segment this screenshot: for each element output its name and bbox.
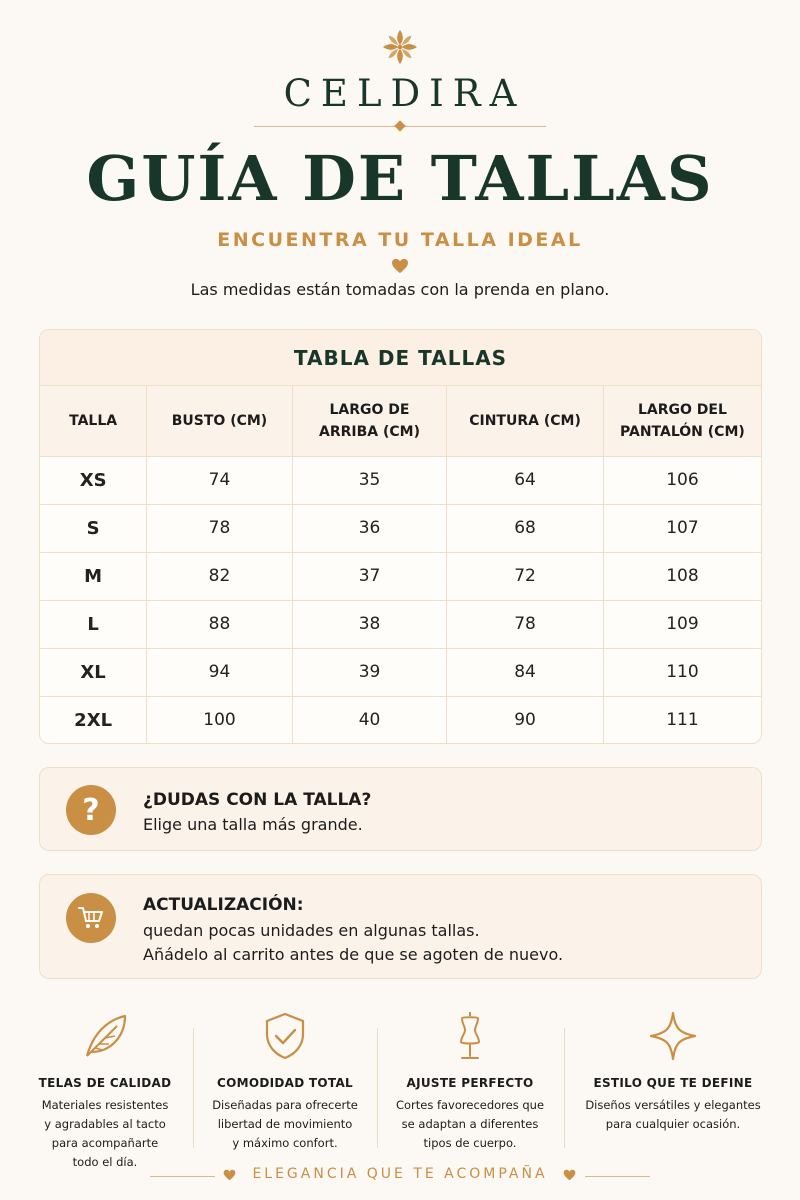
- floral-ornament-icon: [381, 28, 419, 66]
- feature-text: Materiales resistentes: [41, 1098, 169, 1112]
- update-line: Añádelo al carrito antes de que se agoten de nuevo.: [143, 945, 564, 964]
- size-cell: 2XL: [40, 696, 147, 744]
- table-cell: 90: [447, 696, 604, 744]
- dress-form-icon: [444, 1010, 496, 1062]
- column-header: LARGO DEL PANTALÓN (CM): [603, 386, 761, 456]
- heart-icon: [391, 258, 409, 274]
- feature-text: para cualquier ocasión.: [605, 1117, 741, 1131]
- column-header: CINTURA (CM): [447, 386, 604, 456]
- feature-defining-style: [578, 1010, 768, 1134]
- size-cell: XS: [40, 456, 147, 504]
- column-header: BUSTO (CM): [147, 386, 293, 456]
- question-icon: ?: [66, 785, 116, 835]
- cart-icon: [66, 893, 116, 943]
- table-cell: 88: [147, 600, 293, 648]
- feature-text: libertad de movimiento: [217, 1117, 353, 1131]
- table-row: [40, 504, 761, 552]
- column-header: TALLA: [40, 386, 147, 456]
- size-table: [40, 386, 761, 744]
- table-cell: 72: [447, 552, 604, 600]
- feature-text: tipos de cuerpo.: [423, 1136, 517, 1150]
- table-cell: 68: [447, 504, 604, 552]
- table-cell: 108: [603, 552, 761, 600]
- update-title: ACTUALIZACIÓN:: [143, 895, 304, 915]
- feature-text: Cortes favorecedores que: [395, 1098, 545, 1112]
- brand-name: CELDIRA: [283, 72, 526, 115]
- table-cell: 111: [666, 710, 699, 731]
- feature-text: para acompañarte: [51, 1136, 159, 1150]
- page-subtitle: ENCUENTRA TU TALLA IDEAL: [217, 229, 583, 251]
- table-row: [40, 552, 761, 600]
- feature-text: Diseños versátiles y elegantes: [585, 1098, 761, 1112]
- table-cell: 106: [603, 456, 761, 504]
- table-cell: 78: [447, 600, 604, 648]
- update-line: quedan pocas unidades en algunas tallas.: [143, 921, 480, 940]
- diamond-icon: [394, 120, 405, 131]
- doubts-title: ¿DUDAS CON LA TALLA?: [143, 790, 372, 810]
- feature-text: Diseñadas para ofrecerte: [212, 1098, 358, 1112]
- feature-text: se adaptan a diferentes: [401, 1117, 539, 1131]
- feature-title: TELAS DE CALIDAD: [38, 1076, 172, 1090]
- feature-divider: [193, 1028, 194, 1148]
- column-header: LARGO DE ARRIBA (CM): [292, 386, 447, 456]
- size-doubts-card: [39, 767, 762, 851]
- table-cell: 36: [292, 504, 447, 552]
- page-title: GUÍA DE TALLAS: [86, 142, 714, 215]
- table-cell: 78: [147, 504, 293, 552]
- heart-icon: [563, 1169, 576, 1181]
- table-cell: 38: [292, 600, 447, 648]
- feature-quality-fabrics: [30, 1010, 180, 1172]
- sparkle-icon: [647, 1010, 699, 1062]
- feature-title: COMODIDAD TOTAL: [216, 1076, 354, 1090]
- leaf-icon: [79, 1010, 131, 1062]
- size-cell: L: [40, 600, 147, 648]
- feature-perfect-fit: [385, 1010, 555, 1153]
- doubts-text: Elige una talla más grande.: [143, 815, 363, 834]
- shield-check-icon: [259, 1010, 311, 1062]
- table-cell: 109: [603, 600, 761, 648]
- table-row: [40, 456, 761, 504]
- measurement-note: Las medidas están tomadas con la prenda en plano.: [190, 280, 610, 299]
- table-row: [40, 600, 761, 648]
- table-cell: 74: [147, 456, 293, 504]
- feature-title: AJUSTE PERFECTO: [406, 1076, 534, 1090]
- feature-divider: [564, 1028, 565, 1148]
- table-cell: 84: [447, 648, 604, 696]
- feature-title: ESTILO QUE TE DEFINE: [593, 1076, 753, 1090]
- table-cell: 110: [603, 648, 761, 696]
- table-cell: 40: [292, 696, 447, 744]
- size-table-caption: TABLA DE TALLAS: [40, 330, 761, 386]
- size-table-card: [39, 329, 762, 744]
- feature-divider: [377, 1028, 378, 1148]
- table-cell: 39: [292, 648, 447, 696]
- feature-text: y agradables al tacto: [44, 1117, 166, 1131]
- table-cell: 82: [147, 552, 293, 600]
- feature-text: todo el día.: [72, 1155, 138, 1169]
- table-cell: 94: [147, 648, 293, 696]
- table-row: [40, 648, 761, 696]
- table-cell: 107: [603, 504, 761, 552]
- size-cell: S: [40, 504, 147, 552]
- table-cell: 64: [447, 456, 604, 504]
- table-cell: 100: [147, 696, 293, 744]
- stock-update-card: [39, 874, 762, 979]
- footer-tagline: ELEGANCIA QUE TE ACOMPAÑA: [252, 1166, 548, 1182]
- table-row: [40, 696, 761, 744]
- footer-divider: [585, 1176, 650, 1177]
- feature-text: y máximo confort.: [232, 1136, 338, 1150]
- size-cell: XL: [40, 648, 147, 696]
- table-cell: 35: [292, 456, 447, 504]
- table-cell: 37: [292, 552, 447, 600]
- table-header-row: [40, 386, 761, 456]
- feature-total-comfort: [200, 1010, 370, 1153]
- size-cell: M: [40, 552, 147, 600]
